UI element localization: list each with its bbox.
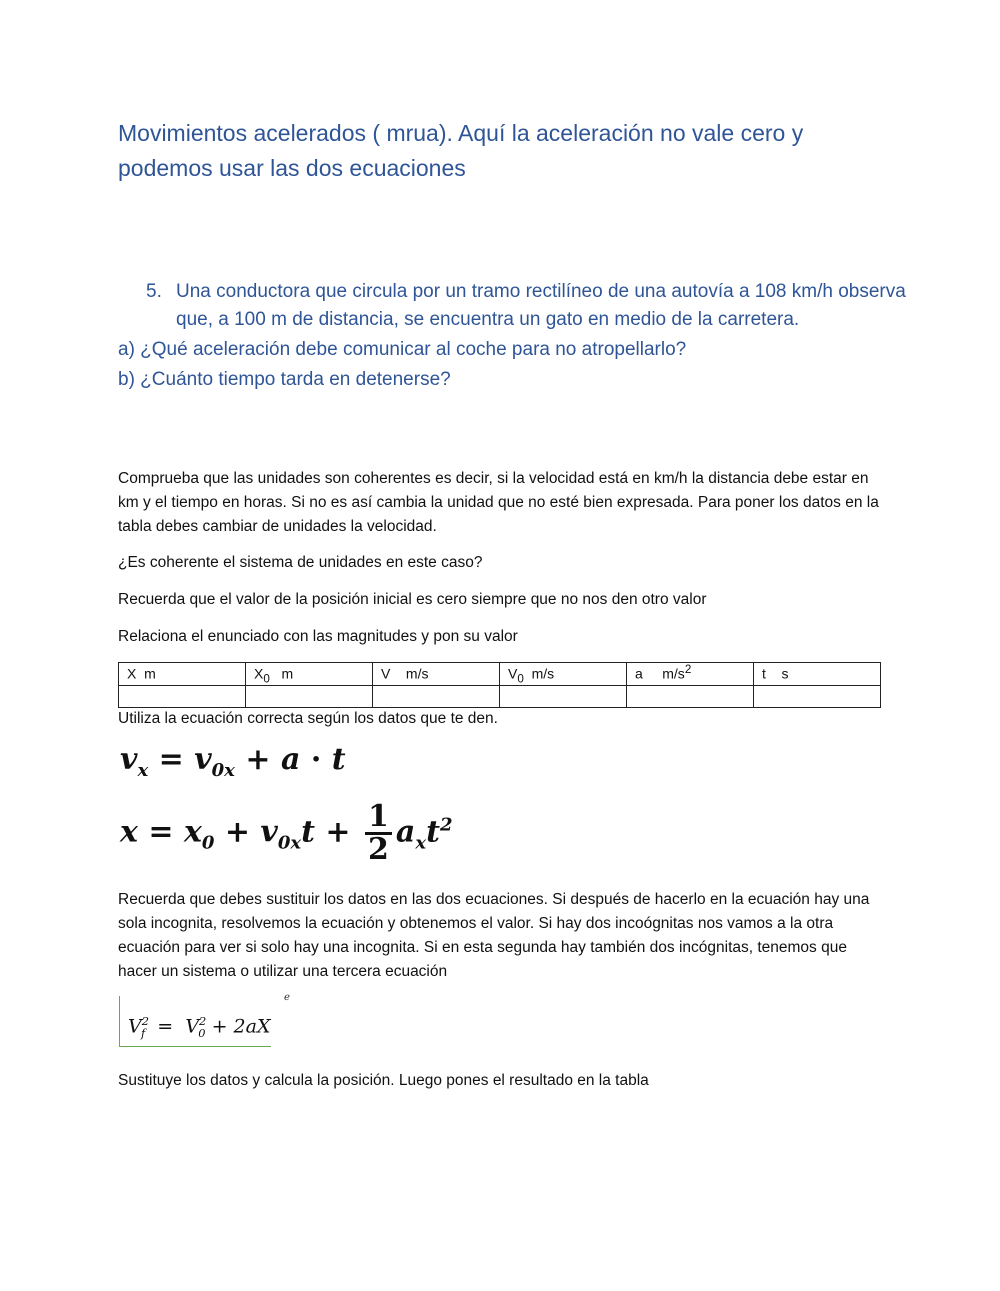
answer-cell-v[interactable]: [373, 686, 500, 708]
header-cell-a: a $m/s^2$: [627, 663, 754, 686]
table-header-row: [119, 663, 881, 686]
header-unit: s: [781, 665, 789, 682]
header-cell-x: [119, 663, 246, 686]
answer-cell-t[interactable]: [754, 686, 881, 708]
header-symbol: X: [127, 665, 137, 682]
table-answer-row: [119, 686, 881, 708]
relate-instruction: Relaciona el enunciado con las magnitudes y pon su valor: [118, 628, 518, 645]
answer-cell-x[interactable]: [119, 686, 246, 708]
header-unit: m/s: [531, 665, 555, 682]
page-title: Movimientos acelerados ( mrua). Aquí la aceleración no vale cero y podemos usar las dos ecuaciones: [118, 120, 804, 181]
equation-mark: ℯ: [284, 992, 290, 1003]
use-equation-instruction: Utiliza la ecuación correcta según los datos que te den.: [118, 710, 498, 727]
header-symbol: t: [762, 665, 766, 682]
header-unit: m/s: [405, 665, 429, 682]
header-cell-x0: $X_0$ m: [246, 663, 373, 686]
substitute-instruction: Recuerda que debes sustituir los datos en las dos ecuaciones. Si después de hacerlo en la ecuación hay una sola incognita, resolvemos la ecuación y obtenemos el valor. Si hay dos incoógnitas nos vamos a la otra ecuación para ver si solo hay una incognita. Si en esta segunda hay también dos incógnitas, tenemos que hacer un sistema o utilizar una tercera ecuación: [118, 891, 870, 980]
coherence-question: ¿Es coherente el sistema de unidades en este caso?: [118, 554, 483, 571]
answer-cell-v0[interactable]: [500, 686, 627, 708]
answer-cell-x0[interactable]: [246, 686, 373, 708]
problem-number: 5.: [146, 281, 162, 302]
header-symbol: V: [381, 665, 391, 682]
data-table: [118, 662, 881, 708]
problem-statement: [146, 278, 906, 334]
header-symbol: X: [254, 665, 264, 682]
header-cell-v: [373, 663, 500, 686]
answer-cell-a[interactable]: [627, 686, 754, 708]
final-instruction: Sustituye los datos y calcula la posición. Luego pones el resultado en la tabla: [118, 1072, 649, 1089]
question-a: a) ¿Qué aceleración debe comunicar al coche para no atropellarlo?: [118, 339, 687, 360]
header-unit: m: [144, 665, 156, 682]
header-cell-v0: $V_0$ m/s: [500, 663, 627, 686]
fraction-one-half: $\frac{1}{2}$: [365, 802, 392, 865]
question-b: b) ¿Cuánto tiempo tarda en detenerse?: [118, 369, 451, 390]
header-symbol: a: [635, 665, 643, 682]
initial-position-note: Recuerda que el valor de la posición inicial es cero siempre que no nos den otro valor: [118, 591, 707, 608]
units-instruction: Comprueba que las unidades son coherentes es decir, si la velocidad está en km/h la distancia debe estar en km y el tiempo en horas. Si no es así cambia la unidad que no esté bien expresada. Para poner los datos en la tabla debes cambiar de unidades la velocidad.: [118, 470, 879, 535]
header-unit: m/s: [662, 665, 685, 682]
problem-text: Una conductora que circula por un tramo rectilíneo de una autovía a 108 km/h observa que, a 100 m de distancia, se encuentra un gato en medio de la carretera.: [176, 281, 906, 330]
header-symbol: V: [508, 665, 518, 682]
third-equation: $V^2_f = V^2_0 + 2aX$: [119, 996, 271, 1047]
header-cell-t: [754, 663, 881, 686]
velocity-equation: $v_x = v_{0x} + a \cdot t$: [120, 742, 346, 781]
position-equation: $x = x_0 + v_{0x}t$ + $\frac{1}{2}$ $a_xt^2$: [120, 799, 453, 867]
header-unit: m: [281, 665, 294, 682]
